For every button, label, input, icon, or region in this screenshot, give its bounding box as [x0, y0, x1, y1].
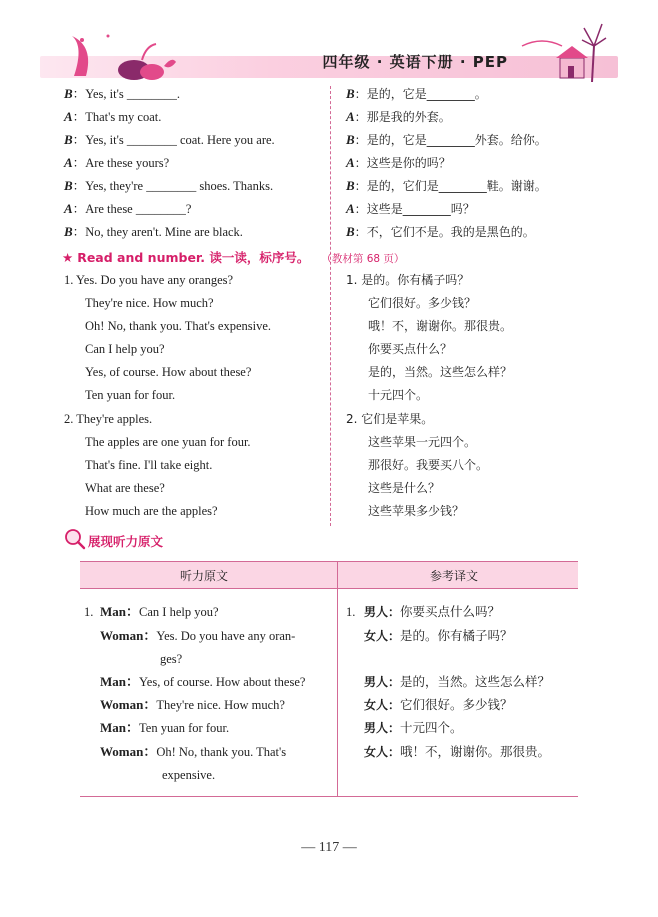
read-line: They're nice. How much?	[85, 296, 214, 310]
table-row: expensive.	[162, 768, 216, 782]
table-row: Man：Ten yuan for four.	[100, 720, 230, 735]
table-row: 女人：哦！不，谢谢你。那很贵。	[364, 744, 551, 759]
book-title: 四年级 · 英语下册 · PEP	[322, 53, 508, 71]
dialogue-line: A：Are these ________?	[64, 201, 192, 216]
page-number: — 117 —	[301, 840, 357, 855]
read-line: 1. Yes. Do you have any oranges?	[64, 273, 234, 287]
table-header	[80, 562, 578, 589]
read-line: What are these?	[85, 481, 165, 495]
table-row: 女人：是的。你有橘子吗？	[364, 628, 513, 643]
table-row: ges?	[160, 652, 183, 666]
column-divider	[330, 86, 331, 526]
flower-decoration-icon	[64, 26, 184, 86]
item-number: 1.	[346, 605, 356, 619]
table-row: Man：Can I help you?	[100, 604, 219, 619]
listening-table	[80, 561, 578, 797]
listening-heading-label: 展现听力原文	[88, 534, 164, 549]
read-line: Oh! No, thank you. That's expensive.	[85, 319, 272, 333]
read-line: That's fine. I'll take eight.	[85, 458, 213, 472]
table-row: Man：Yes, of course. How about these?	[100, 674, 306, 689]
table-row: 男人：是的，当然。这些怎么样？	[364, 674, 551, 689]
read-line: Yes, of course. How about these?	[85, 365, 252, 379]
table-row: 男人：十元四个。	[364, 720, 463, 735]
dialogue-line: B：Yes, it's ________ coat. Here you are.	[64, 132, 275, 147]
read-line: 哦！不，谢谢你。那很贵。	[368, 319, 513, 333]
star-icon: ★	[62, 250, 74, 265]
read-line: 你要买点什么？	[368, 342, 453, 356]
read-line: The apples are one yuan for four.	[85, 435, 251, 449]
dialogue-line: B：不，它们不是。我的是黑色的。	[346, 224, 535, 239]
table-row: Woman：Yes. Do you have any oran-	[100, 628, 296, 643]
section-title: Read and number. 读一读，标序号。	[77, 250, 310, 265]
read-line: 十元四个。	[368, 388, 429, 402]
table-row: Woman：Oh! No, thank you. That's	[100, 744, 287, 759]
read-line: Ten yuan for four.	[85, 388, 176, 402]
tree-house-decoration-icon	[502, 16, 612, 84]
read-line: How much are the apples?	[85, 504, 218, 518]
read-line: 是的，当然。这些怎么样？	[368, 365, 513, 379]
table-row: 男人：你要买点什么吗？	[364, 604, 501, 619]
table-row: 女人：它们很好。多少钱？	[364, 697, 513, 712]
dialogue-line: B：是的，它是________外套。给你。	[346, 132, 547, 147]
read-line: 这些是什么？	[368, 481, 441, 495]
read-line: 2. They're apples.	[64, 412, 153, 426]
read-line: 这些苹果一元四个。	[368, 435, 477, 449]
item-number: 1.	[84, 605, 94, 619]
read-line: 这些苹果多少钱？	[368, 504, 465, 518]
dialogue-line: A：那是我的外套。	[346, 109, 451, 124]
table-header-original: 听力原文	[180, 569, 229, 583]
read-line: 1. 是的。你有橘子吗？	[346, 273, 470, 287]
read-line: Can I help you?	[85, 342, 165, 356]
section-heading	[62, 248, 404, 266]
dialogue-line: B：Yes, they're ________ shoes. Thanks.	[64, 178, 274, 193]
textbook-reference: （教材第 68 页）	[321, 253, 405, 265]
read-line: 2. 它们是苹果。	[346, 412, 434, 426]
dialogue-line: A：Are these yours?	[64, 155, 170, 170]
table-row: Woman：They're nice. How much?	[100, 697, 285, 712]
dialogue-line: B：是的，它是________。	[346, 86, 487, 101]
table-header-translation: 参考译文	[430, 569, 479, 583]
magnifier-icon	[64, 528, 86, 550]
listening-heading	[64, 528, 264, 550]
dialogue-line: B：Yes, it's ________.	[64, 86, 180, 101]
dialogue-line: A：这些是你的吗？	[346, 155, 451, 170]
dialogue-line: A：That's my coat.	[64, 109, 162, 124]
page-header	[40, 16, 618, 84]
read-line: 它们很好。多少钱？	[368, 296, 477, 310]
dialogue-line: B：No, they aren't. Mine are black.	[64, 224, 243, 239]
dialogue-line: B：是的，它们是________鞋。谢谢。	[346, 178, 547, 193]
dialogue-line: A：这些是________吗？	[346, 201, 475, 216]
read-line: 那很好。我要买八个。	[368, 458, 489, 472]
table-divider	[337, 562, 338, 796]
